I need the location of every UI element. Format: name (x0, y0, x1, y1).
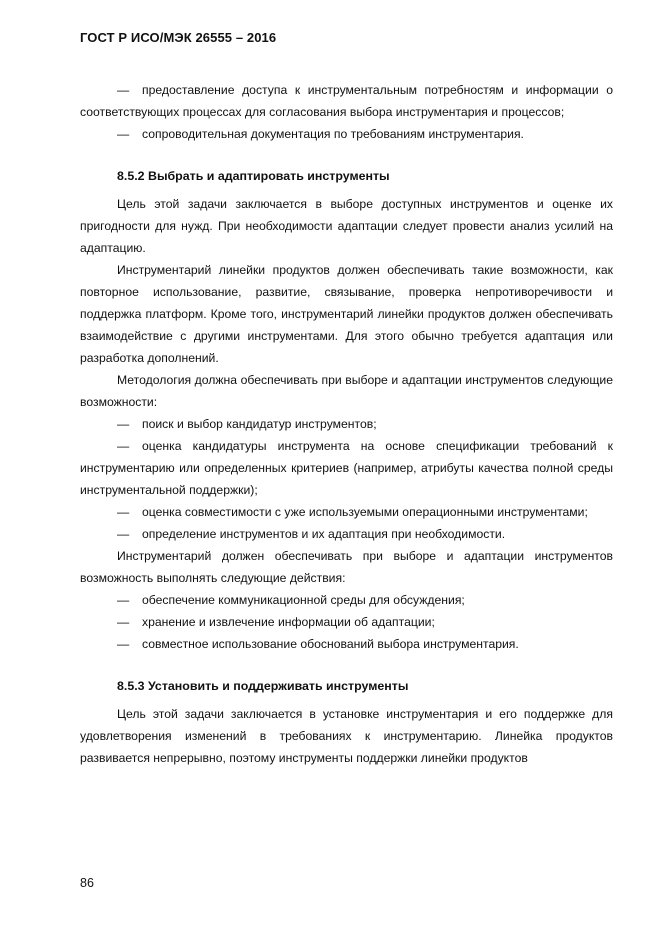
list-item (80, 123, 613, 145)
page-content (80, 79, 613, 769)
list-item-text: поиск и выбор кандидатур инструментов; (142, 417, 377, 431)
list-item (80, 589, 613, 611)
list-item (80, 501, 613, 523)
list-dash: — (117, 83, 130, 97)
list-dash: — (117, 417, 130, 431)
list-dash: — (117, 439, 130, 453)
paragraph: Инструментарий должен обеспечивать при выборе и адаптации инструментов возможность выполнять следующие действия: (80, 549, 613, 585)
list-item-text: обеспечение коммуникационной среды для обсуждения; (142, 593, 465, 607)
section-heading-8-5-2: 8.5.2 Выбрать и адаптировать инструменты (117, 169, 390, 183)
list-item (80, 79, 613, 123)
spacer (80, 145, 613, 165)
list-item-text: определение инструментов и их адаптация при необходимости. (142, 527, 506, 541)
list-item-text: хранение и извлечение информации об адаптации; (142, 615, 435, 629)
list-item (80, 523, 613, 545)
list-dash: — (117, 615, 130, 629)
list-dash: — (117, 593, 130, 607)
page-header-title: ГОСТ Р ИСО/МЭК 26555 – 2016 (80, 30, 277, 45)
paragraph: Цель этой задачи заключается в установке инструментария и его поддержке для удовлетворения изменений в требованиях к инструментарию. Линейка продуктов развивается непрерывно, поэтому инструменты поддержки линейки продуктов (80, 707, 613, 765)
list-item-text: оценка кандидатуры инструмента на основе спецификации требований к инструментарию или определенных критериев (например, атрибуты качества полной среды инструментальной поддержки); (80, 439, 613, 497)
list-item-text: предоставление доступа к инструментальным потребностям и информации о соответствующих процессах для согласования выбора инструментария и процессов; (80, 83, 613, 119)
list-dash: — (117, 127, 130, 141)
section-heading-8-5-3: 8.5.3 Установить и поддерживать инструменты (117, 679, 409, 693)
list-dash: — (117, 527, 130, 541)
spacer (80, 655, 613, 675)
list-item (80, 413, 613, 435)
list-dash: — (117, 637, 130, 651)
list-item-text: совместное использование обоснований выбора инструментария. (142, 637, 519, 651)
paragraph: Цель этой задачи заключается в выборе доступных инструментов и оценке их пригодности для нужд. При необходимости адаптации следует провести анализ усилий на адаптацию. (80, 197, 613, 255)
page-number: 86 (80, 876, 94, 890)
paragraph: Инструментарий линейки продуктов должен обеспечивать такие возможности, как повторное использование, развитие, связывание, проверка непротиворечивости и поддержка платформ. Кроме того, инструментарий линейки продуктов должен обеспечивать взаимодействие с другими инструментами. Для этого обычно требуется адаптация или разработка дополнений. (80, 263, 613, 365)
list-dash: — (117, 505, 130, 519)
list-item (80, 435, 613, 501)
list-item (80, 633, 613, 655)
list-item-text: сопроводительная документация по требованиям инструментария. (142, 127, 524, 141)
paragraph: Методология должна обеспечивать при выборе и адаптации инструментов следующие возможности: (80, 373, 613, 409)
list-item-text: оценка совместимости с уже используемыми операционными инструментами; (142, 505, 588, 519)
list-item (80, 611, 613, 633)
